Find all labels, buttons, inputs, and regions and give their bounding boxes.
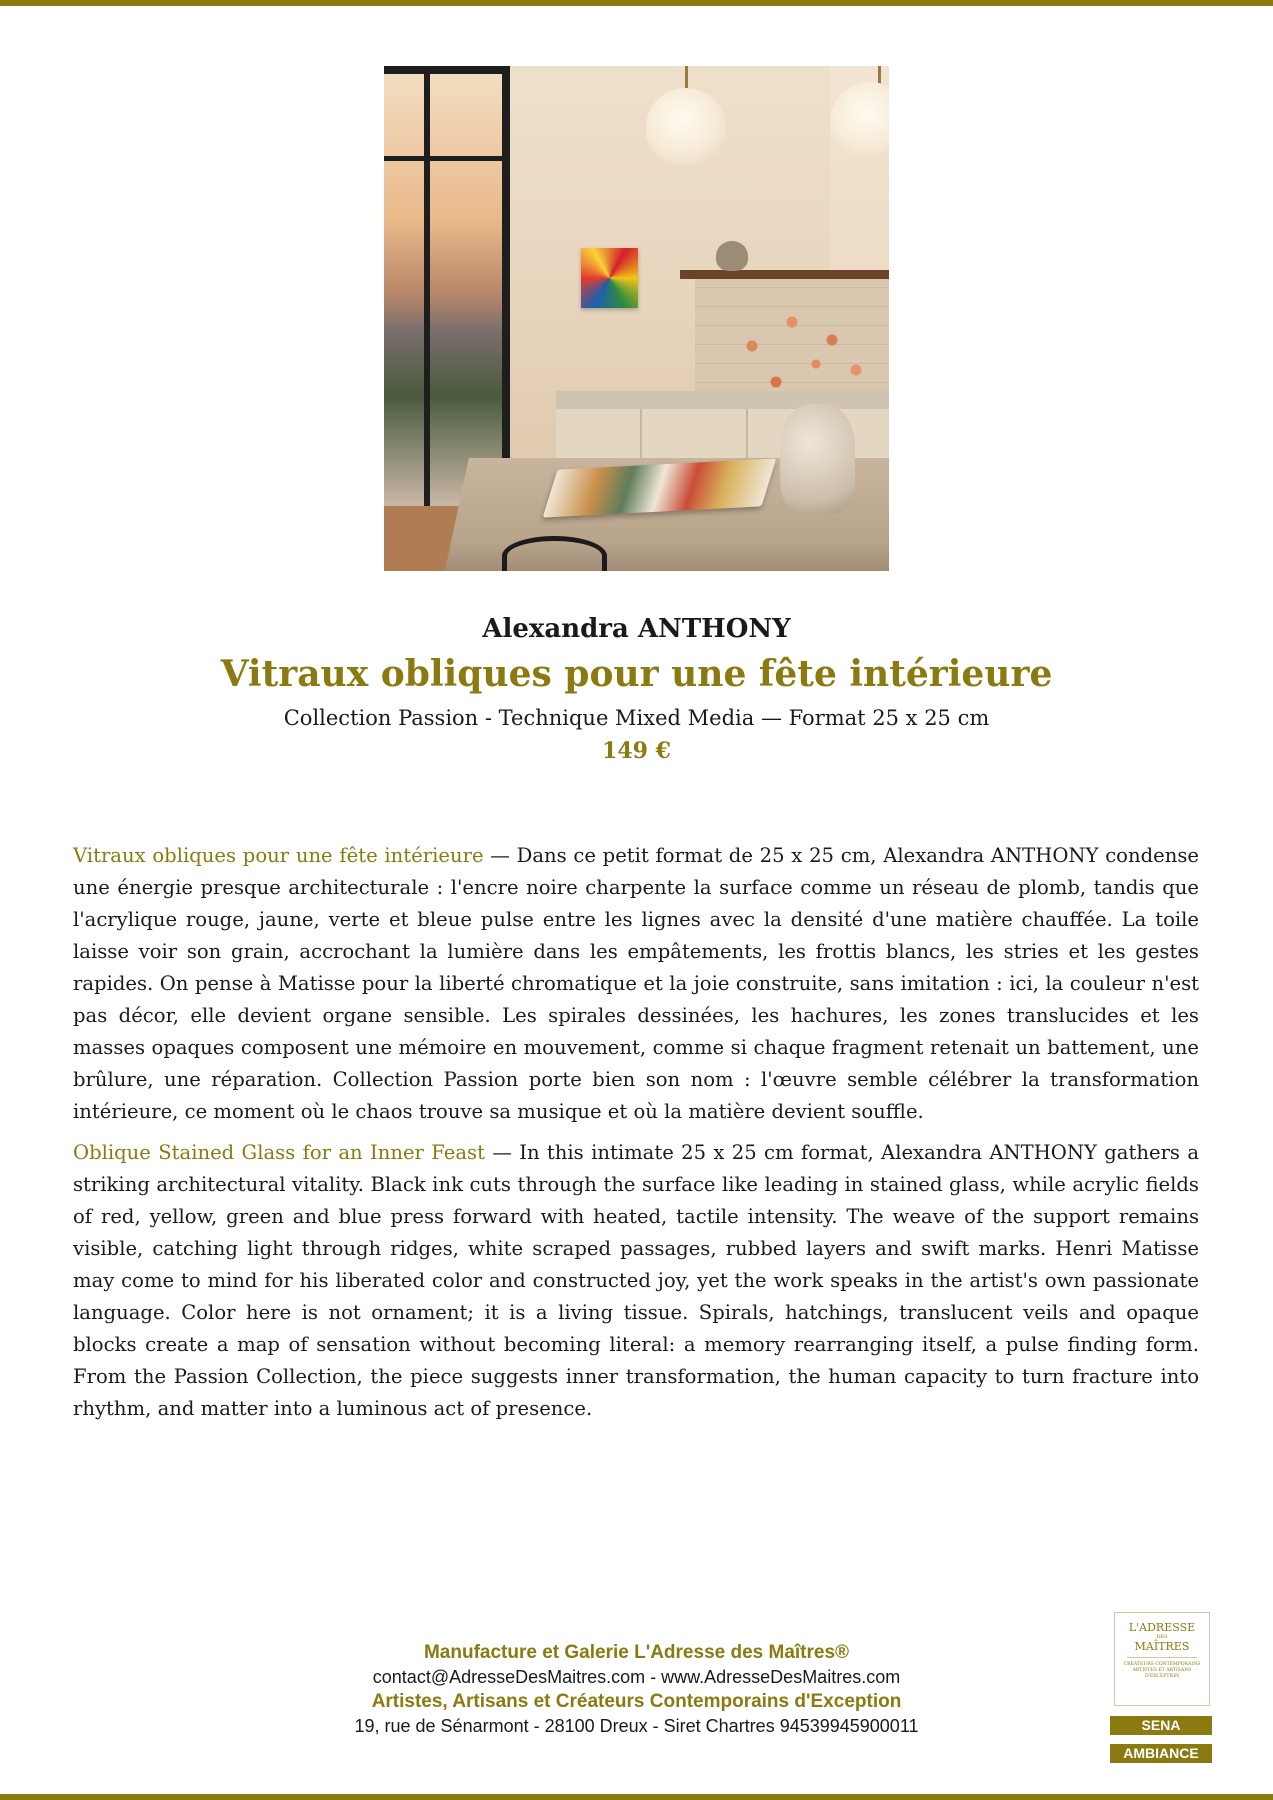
description-text: — Dans ce petit format de 25 x 25 cm, Alexandra ANTHONY condense une énergie presque architecturale : l'encre noire charpente la surface comme un réseau de plomb, tandis que l'acrylique rouge, jaune, verte et bleue pulse entre les lignes avec la densité d'une matière chauffée. La toile laisse voir son grain, accrochant la lumière dans les empâtements, les frottis blancs, les stries et les gestes rapides. On pense à Matisse pour la liberté chromatique et la joie construite, sans imitation : ici, la couleur n'est pas décor, elle devient organe sensible. Les spirales dessinées, les hachures, les zones translucides et les masses opaques composent une mémoire en mouvement, comme si chaque fragment retenait un battement, une brûlure, une réparation. Collection Passion porte bien son nom : l'œuvre semble célébrer la transformation intérieure, ce moment où le chaos trouve sa musique et où la matière devient souffle. [73,844,1199,1123]
footer [0,1640,1273,1738]
description [73,840,1199,1434]
artwork-interior-photo [384,66,889,571]
description-lead: Vitraux obliques pour une fête intérieure [73,844,484,867]
wood-shelf [680,270,889,279]
artwork-title: Vitraux obliques pour une fête intérieure [220,653,1053,695]
top-rule [0,0,1273,6]
bottom-rule [0,1794,1273,1800]
glass-door [384,66,510,506]
ceramic-vase [780,404,855,514]
shelf-vase [716,241,748,271]
artwork-details: Collection Passion - Technique Mixed Media — Format 25 x 25 cm [283,706,990,730]
tag-sena: SENA [1110,1716,1212,1735]
blossom-branches [720,298,880,418]
artwork-price: 149 € [602,738,671,764]
footer-contact: contact@AdresseDesMaitres.com - www.AdresseDesMaitres.com [372,1667,901,1687]
tag-ambiance: AMBIANCE [1110,1744,1212,1763]
bar-stool [502,536,607,571]
description-en [73,1137,1199,1425]
footer-brand: Manufacture et Galerie L'Adresse des Maîtres® [423,1642,850,1663]
footer-tagline: Artistes, Artisans et Créateurs Contemporains d'Exception [371,1691,902,1712]
pendant-lamp [646,88,726,166]
description-lead: Oblique Stained Glass for an Inner Feast [73,1141,485,1164]
gallery-logo: L'ADRESSE DES MAÎTRES CRÉATEURS CONTEMPORAINS ARTISTES ET ARTISANS D'EXCEPTION [1114,1612,1210,1706]
description-text: — In this intimate 25 x 25 cm format, Alexandra ANTHONY gathers a striking architectural vitality. Black ink cuts through the surface like leading in stained glass, while acrylic fields of red, yellow, green and blue press forward with heated, tactile intensity. The weave of the support remains visible, catching light through ridges, white scraped passages, rubbed layers and swift marks. Henri Matisse may come to mind for his liberated color and constructed joy, yet the work speaks in the artist's own passionate language. Color here is not ornament; it is a living tissue. Spirals, hatchings, translucent veils and opaque blocks create a map of sensation without becoming literal: a memory rearranging itself, a pulse finding form. From the Passion Collection, the piece suggests inner transformation, the human capacity to turn fracture into rhythm, and matter into a luminous act of presence. [73,1141,1200,1420]
description-fr [73,840,1199,1128]
artist-name: Alexandra ANTHONY [482,614,791,644]
small-painting [581,248,638,308]
footer-address: 19, rue de Sénarmont - 28100 Dreux - Siret Chartres 94539945900011 [354,1716,919,1736]
